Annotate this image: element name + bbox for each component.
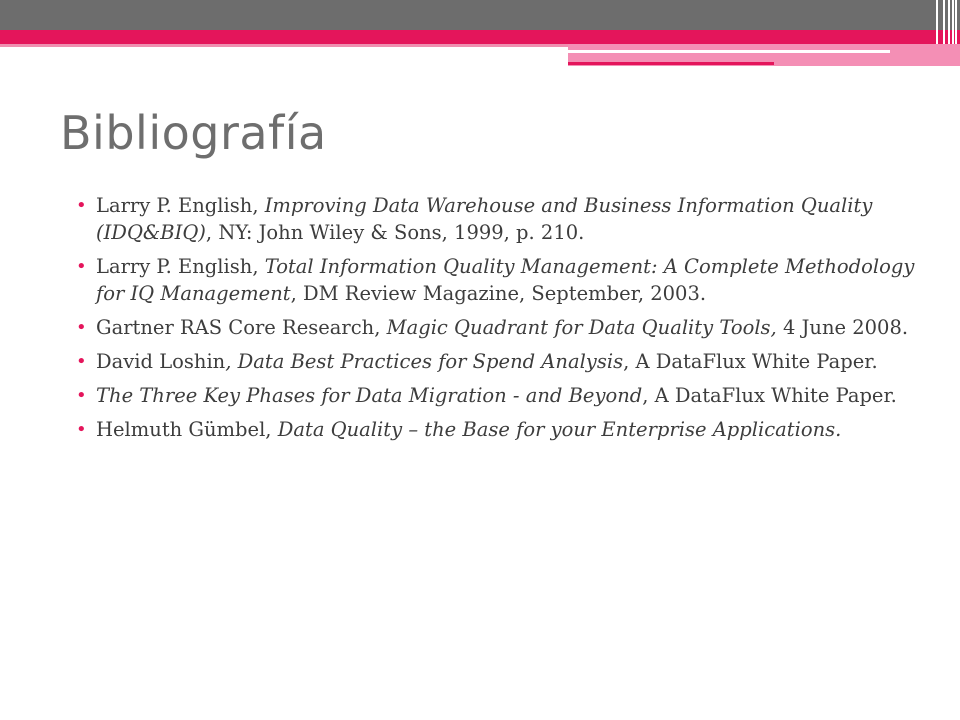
bullet-icon: • [76, 385, 87, 406]
reference-item [76, 382, 916, 409]
header-band-gray [0, 0, 960, 30]
header-white-line [568, 50, 890, 53]
reference-title-text: Total Information Quality Management: A Complete Methodology for IQ Management [96, 255, 915, 305]
header-band-thin-line [0, 44, 568, 47]
reference-item [76, 416, 916, 443]
header-band-pink [0, 30, 960, 44]
reference-item [76, 348, 916, 375]
reference-item [76, 192, 916, 246]
slide-title: Bibliografía [60, 106, 327, 160]
reference-text: , NY: John Wiley & Sons, 1999, p. 210. [205, 221, 585, 244]
bullet-icon: • [76, 317, 87, 338]
reference-text: , A DataFlux White Paper. [623, 350, 878, 373]
reference-title-text: The Three Key Phases for Data Migration - and Beyond [96, 384, 643, 407]
bullet-icon: • [76, 256, 87, 277]
reference-title-text: , Data Best Practices for Spend Analysis [225, 350, 624, 373]
reference-text: , DM Review Magazine, September, 2003. [290, 282, 707, 305]
reference-item [76, 253, 916, 307]
header-stripes [930, 0, 960, 44]
reference-text: Helmuth Gümbel, [96, 418, 278, 441]
reference-text: , A DataFlux White Paper. [642, 384, 897, 407]
reference-text: David Loshin [96, 350, 226, 373]
reference-item [76, 314, 916, 341]
reference-text: Larry P. English, [96, 194, 265, 217]
bullet-icon: • [76, 351, 87, 372]
bullet-icon: • [76, 195, 87, 216]
reference-list [76, 192, 916, 450]
reference-title-text: Magic Quadrant for Data Quality Tools, [386, 316, 777, 339]
reference-text: Larry P. English, [96, 255, 265, 278]
reference-text: Gartner RAS Core Research, [96, 316, 387, 339]
reference-text: 4 June 2008. [776, 316, 909, 339]
bullet-icon: • [76, 419, 87, 440]
header-accent-line [568, 62, 774, 65]
reference-title-text: Data Quality – the Base for your Enterprise Applications. [277, 418, 842, 441]
reference-title-text: Improving Data Warehouse and Business Information Quality (IDQ&BIQ) [96, 194, 873, 244]
